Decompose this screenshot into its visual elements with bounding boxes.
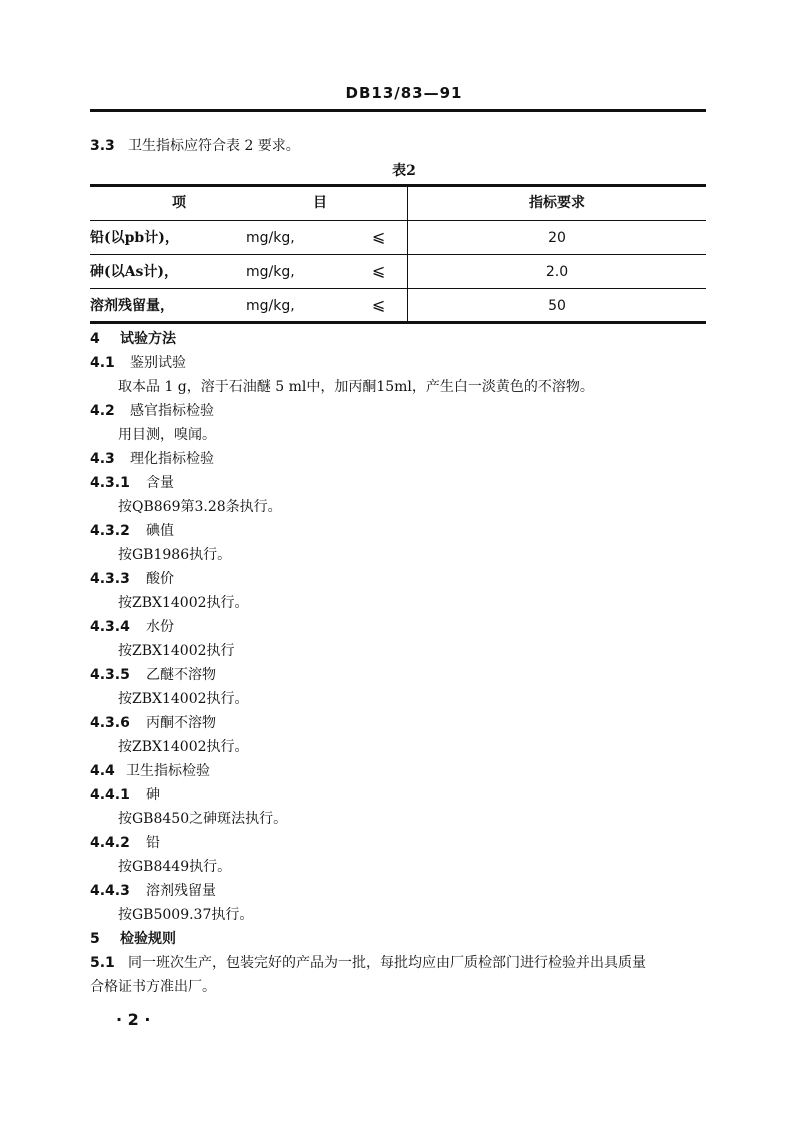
- section-4-3-2-title: 碘值: [146, 523, 174, 539]
- section-4-3-1-body: 按QB869第3.28条执行。: [118, 499, 282, 515]
- section-4-3-number: 4.3: [90, 451, 115, 467]
- clause-3-3-number: 3.3: [90, 138, 115, 154]
- section-4-4-2-title: 铅: [146, 835, 160, 851]
- section-4-4-1-number: 4.4.1: [90, 787, 130, 803]
- table-row-rule: [90, 288, 706, 289]
- table-row-value: 50: [548, 298, 566, 314]
- clause-5-1-number: 5.1: [90, 955, 115, 971]
- table-caption: 表2: [392, 163, 416, 179]
- table-row-value: 20: [548, 230, 566, 246]
- section-4-3-4-title: 水份: [146, 619, 174, 635]
- section-4-3-6-body: 按ZBX14002执行。: [118, 739, 249, 755]
- section-4-1-body: 取本品 1 g，溶于石油醚 5 ml中，加丙酮15ml，产生白一淡黄色的不溶物。: [118, 379, 594, 395]
- section-4-1-title: 鉴别试验: [130, 355, 186, 371]
- section-4-2-body: 用目测，嗅闻。: [118, 427, 216, 443]
- section-4-3-1-number: 4.3.1: [90, 475, 130, 491]
- section-4-4-1-title: 砷: [146, 787, 160, 803]
- clause-5-1-line2: 合格证书方准出厂。: [90, 979, 216, 995]
- table-row-operator: ⩽: [372, 261, 386, 280]
- section-4-number: 4: [90, 331, 100, 347]
- section-4-4-3-body: 按GB5009.37执行。: [118, 907, 254, 923]
- table-row-operator: ⩽: [372, 295, 386, 314]
- table-top-rule: [90, 184, 706, 187]
- section-4-4-2-body: 按GB8449执行。: [118, 859, 232, 875]
- section-4-3-5-number: 4.3.5: [90, 667, 130, 683]
- section-4-3-4-body: 按ZBX14002执行: [118, 643, 235, 659]
- section-4-3-6-title: 丙酮不溶物: [146, 715, 216, 731]
- section-4-3-3-body: 按ZBX14002执行。: [118, 595, 249, 611]
- section-4-4-3-number: 4.4.3: [90, 883, 130, 899]
- section-5-number: 5: [90, 931, 100, 947]
- section-4-3-title: 理化指标检验: [130, 451, 214, 467]
- section-5-title: 检验规则: [120, 931, 176, 947]
- table-header-item-left: 项: [172, 195, 186, 211]
- section-4-4-1-body: 按GB8450之砷斑法执行。: [118, 811, 288, 827]
- table-header-item-right: 目: [313, 195, 327, 211]
- table-row-item: 砷(以As计)，: [90, 264, 178, 280]
- section-4-3-3-title: 酸价: [146, 571, 174, 587]
- header-rule: [90, 109, 706, 112]
- table-row-item: 铅(以pb计)，: [90, 230, 179, 246]
- table-row-unit: mg/kg,: [246, 230, 295, 246]
- section-4-3-6-number: 4.3.6: [90, 715, 130, 731]
- section-4-3-3-number: 4.3.3: [90, 571, 130, 587]
- section-4-title: 试验方法: [120, 331, 176, 347]
- document-code-header: DB13/83—91: [345, 84, 463, 102]
- clause-5-1-line1: 同一班次生产，包装完好的产品为一批，每批均应由厂质检部门进行检验并出具质量: [128, 955, 646, 971]
- table-row-rule: [90, 254, 706, 255]
- section-4-4-2-number: 4.4.2: [90, 835, 130, 851]
- section-4-4-title: 卫生指标检验: [126, 763, 210, 779]
- section-4-3-2-body: 按GB1986执行。: [118, 547, 232, 563]
- section-4-2-title: 感官指标检验: [130, 403, 214, 419]
- section-4-1-number: 4.1: [90, 355, 115, 371]
- table-row-value: 2.0: [545, 264, 569, 280]
- section-4-3-2-number: 4.3.2: [90, 523, 130, 539]
- table-bottom-rule: [90, 321, 706, 324]
- table-row-unit: mg/kg,: [246, 264, 295, 280]
- table-row-unit: mg/kg,: [246, 298, 295, 314]
- section-4-3-5-body: 按ZBX14002执行。: [118, 691, 249, 707]
- section-4-3-1-title: 含量: [146, 475, 174, 491]
- table-row-item: 溶剂残留量，: [90, 298, 174, 314]
- table-header-rule: [90, 220, 706, 221]
- page-number: · 2 ·: [116, 1010, 151, 1029]
- table-header-requirement: 指标要求: [529, 195, 585, 211]
- section-4-4-number: 4.4: [90, 763, 115, 779]
- table-row-operator: ⩽: [372, 227, 386, 246]
- clause-3-3-text: 卫生指标应符合表 2 要求。: [128, 138, 300, 154]
- section-4-4-3-title: 溶剂残留量: [146, 883, 216, 899]
- section-4-2-number: 4.2: [90, 403, 115, 419]
- section-4-3-5-title: 乙醚不溶物: [146, 667, 216, 683]
- section-4-3-4-number: 4.3.4: [90, 619, 130, 635]
